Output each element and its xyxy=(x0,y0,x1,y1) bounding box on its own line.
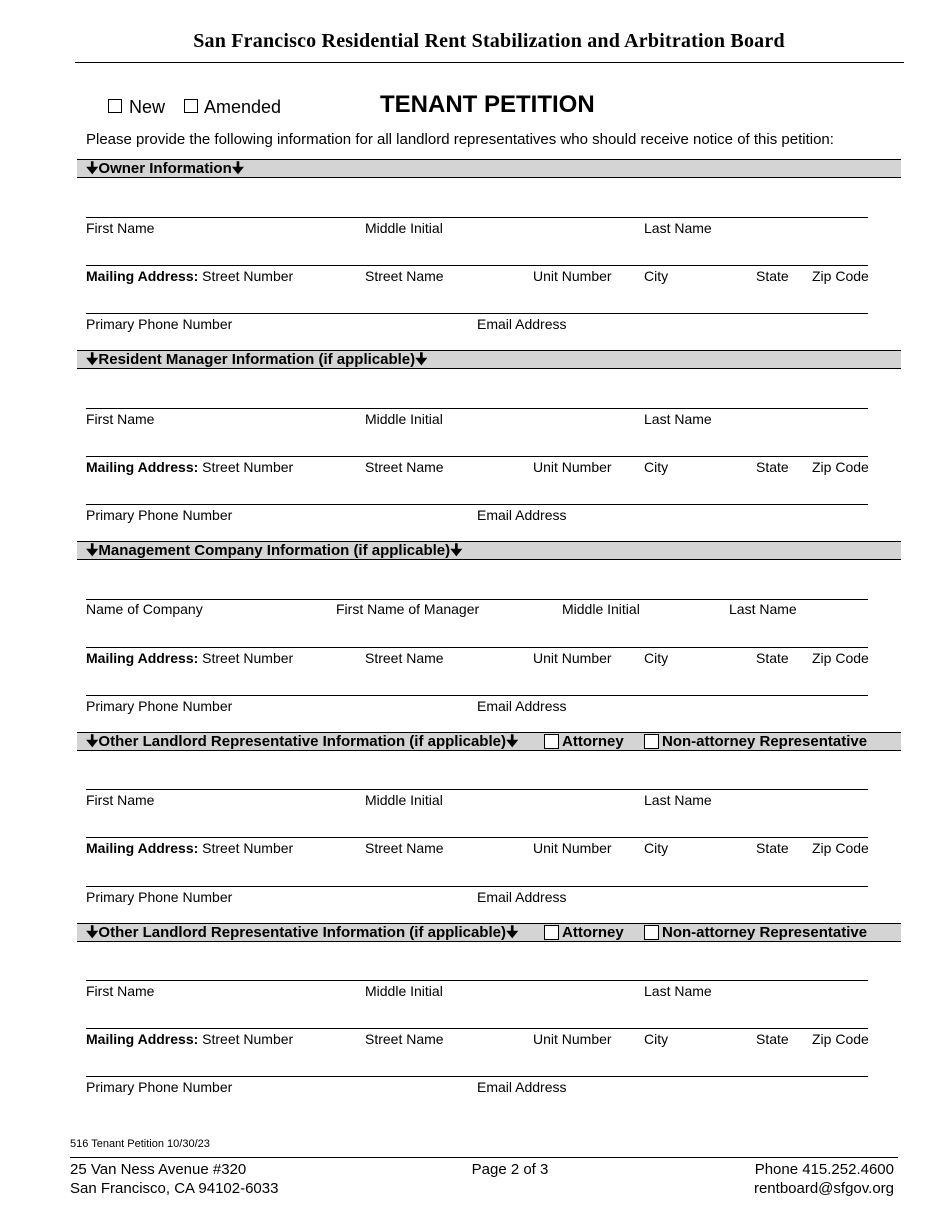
city-label: City xyxy=(644,459,669,475)
address-line-2: San Francisco, CA 94102-6033 xyxy=(70,1180,279,1197)
mailing-address-label: Mailing Address: Street Number xyxy=(86,840,294,856)
manager-first-name-label: First Name of Manager xyxy=(336,601,480,617)
zip-label: Zip Code xyxy=(812,840,869,856)
state-label: State xyxy=(756,1031,789,1047)
section-title: 🠋Owner Information🠋 xyxy=(86,160,245,177)
middle-initial-label: Middle Initial xyxy=(365,220,443,236)
attorney-option[interactable]: Attorney xyxy=(544,924,624,941)
city-label: City xyxy=(644,840,669,856)
footer-phone: Phone 415.252.4600 xyxy=(754,1161,894,1178)
name-field-line[interactable] xyxy=(86,217,868,218)
street-name-label: Street Name xyxy=(365,459,444,475)
address-field-line[interactable] xyxy=(86,837,868,838)
middle-initial-label: Middle Initial xyxy=(365,983,443,999)
footer-email[interactable]: rentboard@sfgov.org xyxy=(753,1180,894,1197)
middle-initial-label: Middle Initial xyxy=(562,601,640,617)
name-field-line[interactable] xyxy=(86,789,868,790)
section-title: 🠋Management Company Information (if applicable)🠋 xyxy=(86,542,463,559)
state-label: State xyxy=(756,650,789,666)
unit-number-label: Unit Number xyxy=(533,459,612,475)
attorney-checkbox[interactable] xyxy=(544,925,559,940)
street-name-label: Street Name xyxy=(365,268,444,284)
street-name-label: Street Name xyxy=(365,840,444,856)
first-name-label: First Name xyxy=(86,792,155,808)
mailing-address-label: Mailing Address: Street Number xyxy=(86,268,294,284)
first-name-label: First Name xyxy=(86,220,155,236)
zip-label: Zip Code xyxy=(812,459,869,475)
attorney-checkbox[interactable] xyxy=(544,734,559,749)
email-label: Email Address xyxy=(477,889,567,905)
zip-label: Zip Code xyxy=(812,650,869,666)
section-header-resident-manager xyxy=(77,350,901,369)
section-header-other-representative xyxy=(77,732,901,751)
state-label: State xyxy=(756,840,789,856)
last-name-label: Last Name xyxy=(729,601,797,617)
section-header-management-company xyxy=(77,541,901,560)
last-name-label: Last Name xyxy=(644,411,712,427)
petition-title: TENANT PETITION xyxy=(380,91,595,118)
street-name-label: Street Name xyxy=(365,1031,444,1047)
middle-initial-label: Middle Initial xyxy=(365,792,443,808)
last-name-label: Last Name xyxy=(644,792,712,808)
email-label: Email Address xyxy=(477,698,567,714)
footer-address xyxy=(70,1160,278,1198)
contact-field-line[interactable] xyxy=(86,1076,868,1077)
footer-divider xyxy=(70,1157,898,1158)
address-field-line[interactable] xyxy=(86,1028,868,1029)
first-name-label: First Name xyxy=(86,983,155,999)
state-label: State xyxy=(756,268,789,284)
section-title: 🠋Resident Manager Information (if applicable)🠋 xyxy=(86,351,428,368)
phone-label: Primary Phone Number xyxy=(86,698,233,714)
city-label: City xyxy=(644,1031,669,1047)
new-label: New xyxy=(129,97,166,117)
attorney-option[interactable]: Attorney xyxy=(544,733,624,750)
mailing-address-label: Mailing Address: Street Number xyxy=(86,1031,294,1047)
unit-number-label: Unit Number xyxy=(533,650,612,666)
amended-checkbox[interactable] xyxy=(184,99,198,118)
footer-contact xyxy=(754,1160,894,1198)
zip-label: Zip Code xyxy=(812,1031,869,1047)
name-field-line[interactable] xyxy=(86,599,868,600)
non-attorney-option[interactable]: Non-attorney Representative xyxy=(644,733,867,750)
intro-text: Please provide the following information for all landlord representatives who should receive notice of this petition: xyxy=(86,131,834,148)
contact-field-line[interactable] xyxy=(86,695,868,696)
phone-label: Primary Phone Number xyxy=(86,889,233,905)
city-label: City xyxy=(644,650,669,666)
amended-label: Amended xyxy=(204,97,282,117)
email-label: Email Address xyxy=(477,316,567,332)
address-field-line[interactable] xyxy=(86,265,868,266)
header-divider xyxy=(75,62,904,63)
non-attorney-option[interactable]: Non-attorney Representative xyxy=(644,924,867,941)
section-title: 🠋Other Landlord Representative Information (if applicable)🠋 xyxy=(86,733,519,750)
address-field-line[interactable] xyxy=(86,456,868,457)
unit-number-label: Unit Number xyxy=(533,1031,612,1047)
contact-field-line[interactable] xyxy=(86,504,868,505)
city-label: City xyxy=(644,268,669,284)
state-label: State xyxy=(756,459,789,475)
street-name-label: Street Name xyxy=(365,650,444,666)
non-attorney-checkbox[interactable] xyxy=(644,925,659,940)
phone-label: Primary Phone Number xyxy=(86,316,233,332)
name-field-line[interactable] xyxy=(86,980,868,981)
contact-field-line[interactable] xyxy=(86,886,868,887)
email-label: Email Address xyxy=(477,1079,567,1095)
phone-label: Primary Phone Number xyxy=(86,507,233,523)
company-name-label: Name of Company xyxy=(86,601,203,617)
last-name-label: Last Name xyxy=(644,220,712,236)
unit-number-label: Unit Number xyxy=(533,840,612,856)
page-number: Page 2 of 3 xyxy=(471,1161,549,1178)
address-field-line[interactable] xyxy=(86,647,868,648)
unit-number-label: Unit Number xyxy=(533,268,612,284)
middle-initial-label: Middle Initial xyxy=(365,411,443,427)
address-line-1: 25 Van Ness Avenue #320 xyxy=(70,1161,247,1178)
zip-label: Zip Code xyxy=(812,268,869,284)
section-title: 🠋Other Landlord Representative Information (if applicable)🠋 xyxy=(86,924,519,941)
form-id: 516 Tenant Petition 10/30/23 xyxy=(70,1138,210,1150)
first-name-label: First Name xyxy=(86,411,155,427)
non-attorney-checkbox[interactable] xyxy=(644,734,659,749)
section-header-other-representative xyxy=(77,923,901,942)
name-field-line[interactable] xyxy=(86,408,868,409)
last-name-label: Last Name xyxy=(644,983,712,999)
email-label: Email Address xyxy=(477,507,567,523)
phone-label: Primary Phone Number xyxy=(86,1079,233,1095)
section-header-owner xyxy=(77,159,901,178)
mailing-address-label: Mailing Address: Street Number xyxy=(86,459,294,475)
new-checkbox[interactable] xyxy=(108,99,122,118)
contact-field-line[interactable] xyxy=(86,313,868,314)
mailing-address-label: Mailing Address: Street Number xyxy=(86,650,294,666)
board-title: San Francisco Residential Rent Stabilization and Arbitration Board xyxy=(193,30,785,52)
